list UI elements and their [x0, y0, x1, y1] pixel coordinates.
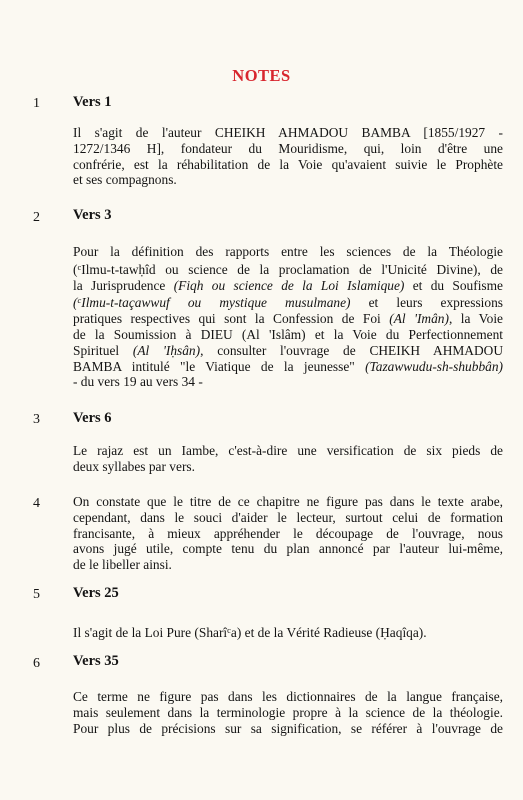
note-line: Ce terme ne figure pas dans les dictionnaires de la langue française, [73, 689, 503, 704]
note-line: Le rajaz est un Iambe, c'est-à-dire une versification de six pieds de [73, 443, 503, 458]
note-body [73, 494, 503, 573]
note-heading: Vers 3 [73, 207, 112, 223]
note-line: Spirituel (Al 'Iḥsân), consulter l'ouvrage de CHEIKH AHMADOU [73, 342, 503, 358]
note-line: avons jugé utile, compte tenu du plan annoncé par l'auteur lui-même, [73, 541, 503, 557]
note-line: ($^c$Ilmu-t-taçawwuf ou mystique musulmane) et leurs expressions [73, 295, 503, 311]
note-line: deux syllabes par vers. [73, 458, 195, 474]
note-line: la Jurisprudence (Fiqh ou science de la Loi Islamique) et du Soufisme [73, 277, 503, 293]
note-body [73, 689, 503, 736]
note-heading: Vers 25 [73, 585, 119, 601]
note-heading: Vers 6 [73, 410, 112, 426]
note-number: 1 [33, 96, 40, 111]
note-line: mais seulement dans la terminologie propre à la science de la théologie. [73, 704, 503, 720]
note-heading: Vers 1 [73, 94, 112, 110]
note-number: 6 [33, 656, 40, 671]
note-line: Il s'agit de l'auteur CHEIKH AHMADOU BAMBA [1855/1927 - [73, 125, 503, 140]
note-line: On constate que le titre de ce chapitre ne figure pas dans le texte arabe, [73, 494, 503, 509]
note-line: francisante, à mieux appréhender le découpage de l'ouvrage, nous [73, 525, 503, 541]
note-line: - du vers 19 au vers 34 - [73, 374, 203, 390]
note-number: 3 [33, 412, 40, 427]
note-body [73, 623, 503, 641]
note-body [73, 244, 503, 390]
note-line: cependant, dans le souci d'aider le lecteur, surtout celui de formation [73, 509, 503, 525]
note-line: de le libeller ainsi. [73, 557, 172, 573]
note-line: et ses compagnons. [73, 172, 177, 188]
note-line: 1272/1346 H], fondateur du Mouridisme, qui, loin d'être une [73, 140, 503, 156]
note-line: Il s'agit de la Loi Pure (Sharî$^c$a) et de la Vérité Radieuse (Ḥaqîqa). [73, 625, 427, 640]
note-line: confrérie, est la réhabilitation de la Voie qu'avaient suivie le Prophète [73, 156, 503, 172]
note-number: 2 [33, 210, 40, 225]
note-line: pratiques respectives qui sont la Confession de Foi (Al 'Imân), la Voie [73, 311, 503, 327]
page-title: NOTES [232, 66, 291, 85]
note-number: 5 [33, 587, 40, 602]
note-line: BAMBA intitulé "le Viatique de la jeunesse" (Tazawwudu-sh-shubbân) [73, 358, 503, 374]
note-line: Pour la définition des rapports entre les sciences de la Théologie [73, 244, 503, 259]
note-line: ($^c$Ilmu-t-tawḥîd ou science de la proclamation de l'Unicité Divine), de [73, 261, 503, 277]
note-number: 4 [33, 496, 40, 511]
note-line: de la Soumission à DIEU (Al 'Islâm) et la Voie du Perfectionnement [73, 326, 503, 342]
note-body [73, 443, 503, 475]
note-heading: Vers 35 [73, 653, 119, 669]
note-body [73, 125, 503, 188]
note-line: Pour plus de précisions sur sa signification, se référer à l'ouvrage de [73, 720, 503, 736]
